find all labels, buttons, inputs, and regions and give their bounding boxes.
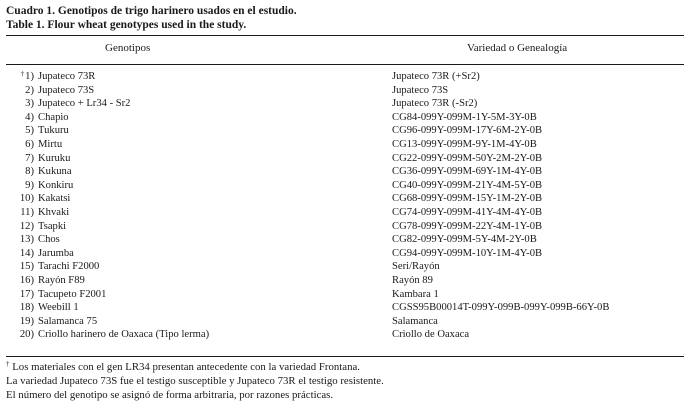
genotype-number	[6, 192, 34, 206]
dagger-mark: †	[6, 360, 10, 368]
genotype-name: Tsapki	[38, 220, 67, 232]
genotype-number	[6, 260, 34, 274]
genotype-name: Mirtu	[38, 138, 63, 150]
table-row	[6, 315, 684, 329]
genotype-name: Weebill 1	[38, 302, 79, 314]
genotype-name: Konkiru	[38, 179, 74, 191]
table-row	[6, 192, 684, 206]
genotype-number	[6, 247, 34, 261]
genotype-number-text: 8)	[25, 166, 34, 178]
genotype-number-text: 11)	[20, 206, 34, 218]
table-row	[6, 274, 684, 288]
genotype-name: Tukuru	[38, 125, 69, 137]
genotype-number	[6, 97, 34, 111]
table-row	[6, 165, 684, 179]
footnote-dagger	[6, 360, 384, 374]
genotype-pedigree: CG40-099Y-099M-21Y-4M-5Y-0B	[392, 179, 543, 191]
genotype-pedigree: CG82-099Y-099M-5Y-4M-2Y-0B	[392, 234, 537, 246]
genotype-pedigree: CG94-099Y-099M-10Y-1M-4Y-0B	[392, 247, 543, 259]
genotype-name: Rayón F89	[38, 274, 85, 286]
genotype-number-text: 5)	[25, 125, 34, 137]
table-row	[6, 233, 684, 247]
genotype-pedigree: Seri/Rayón	[392, 261, 440, 273]
column-header-genotype: Genotipos	[105, 42, 151, 54]
genotype-pedigree: Criollo de Oaxaca	[392, 329, 470, 341]
column-header-pedigree: Variedad o Genealogía	[467, 42, 568, 54]
genotype-name: Salamanca 75	[38, 315, 98, 327]
genotype-pedigree: CGSS95B00014T-099Y-099B-099Y-099B-66Y-0B	[392, 302, 610, 314]
table-row	[6, 152, 684, 166]
footnotes	[6, 360, 384, 402]
genotype-number-text: 19)	[19, 315, 34, 327]
genotype-number	[6, 124, 34, 138]
genotype-name: Jupateco + Lr34 - Sr2	[38, 98, 131, 110]
genotype-number	[6, 301, 34, 315]
genotype-pedigree: CG84-099Y-099M-1Y-5M-3Y-0B	[392, 111, 537, 123]
genotype-pedigree: Salamanca	[392, 315, 438, 327]
table-row	[6, 84, 684, 98]
genotype-pedigree: CG74-099Y-099M-41Y-4M-4Y-0B	[392, 206, 543, 218]
genotype-pedigree: Kambara 1	[392, 288, 439, 300]
genotype-name: Chapio	[38, 111, 69, 123]
genotype-number-text: 14)	[19, 247, 34, 259]
genotype-number-text: 18)	[19, 302, 34, 314]
genotype-number-text: 16)	[19, 274, 34, 286]
table-header-rule	[6, 64, 684, 65]
genotype-pedigree: Jupateco 73R (-Sr2)	[392, 98, 478, 110]
genotype-number	[6, 70, 34, 84]
genotype-name: Tacupeto F2001	[38, 288, 107, 300]
genotype-number-text: 13)	[19, 234, 34, 246]
genotype-number-text: 3)	[25, 98, 34, 110]
genotype-name: Jupateco 73R	[38, 71, 96, 82]
table-top-rule	[6, 35, 684, 36]
genotype-number	[6, 328, 34, 342]
genotype-number	[6, 206, 34, 220]
genotype-number	[6, 315, 34, 329]
genotype-number	[6, 274, 34, 288]
genotype-number-text: 1)	[25, 71, 34, 82]
genotype-pedigree: Jupateco 73S	[392, 84, 449, 96]
genotype-name: Tarachi F2000	[38, 261, 100, 273]
genotype-pedigree: CG13-099Y-099M-9Y-1M-4Y-0B	[392, 138, 537, 150]
genotype-number-text: 15)	[19, 261, 34, 273]
genotype-pedigree: CG78-099Y-099M-22Y-4M-1Y-0B	[392, 220, 543, 232]
footnote-controls: La variedad Jupateco 73S fue el testigo susceptible y Jupateco 73R el testigo resistente.	[6, 375, 384, 387]
table-row	[6, 70, 684, 84]
table-row	[6, 247, 684, 261]
genotype-number	[6, 111, 34, 125]
genotype-number-text: 9)	[25, 179, 34, 191]
genotype-name: Kakatsi	[38, 193, 71, 205]
genotype-number-text: 12)	[19, 220, 34, 232]
genotype-pedigree: Jupateco 73R (+Sr2)	[392, 71, 480, 82]
genotype-number	[6, 220, 34, 234]
genotype-pedigree: Rayón 89	[392, 274, 433, 286]
genotype-number	[6, 165, 34, 179]
genotype-name: Jupateco 73S	[38, 84, 95, 96]
table-row	[6, 124, 684, 138]
genotype-name: Khvaki	[38, 206, 70, 218]
genotype-name: Kuruku	[38, 152, 71, 164]
genotype-number-text: 2)	[25, 84, 34, 96]
table-row	[6, 138, 684, 152]
table-row	[6, 220, 684, 234]
genotype-pedigree: CG22-099Y-099M-50Y-2M-2Y-0B	[392, 152, 543, 164]
genotype-pedigree: CG68-099Y-099M-15Y-1M-2Y-0B	[392, 193, 543, 205]
genotype-number	[6, 152, 34, 166]
genotype-pedigree: CG36-099Y-099M-69Y-1M-4Y-0B	[392, 166, 543, 178]
genotype-number-text: 10)	[19, 193, 34, 205]
table-row	[6, 111, 684, 125]
table-row	[6, 288, 684, 302]
genotype-number	[6, 138, 34, 152]
footnote-dagger-text: Los materiales con el gen LR34 presentan antecedente con la variedad Frontana.	[9, 361, 360, 373]
genotype-name: Criollo harinero de Oaxaca (Tipo lerma)	[38, 329, 210, 341]
genotype-number-text: 7)	[25, 152, 34, 164]
table-row	[6, 179, 684, 193]
table-row	[6, 260, 684, 274]
genotype-name: Kukuna	[38, 166, 72, 178]
genotype-pedigree: CG96-099Y-099M-17Y-6M-2Y-0B	[392, 125, 543, 137]
genotype-number-text: 4)	[25, 111, 34, 123]
caption-english: Table 1. Flour wheat genotypes used in the study.	[6, 19, 247, 31]
table-row	[6, 301, 684, 315]
caption-spanish: Cuadro 1. Genotipos de trigo harinero usados en el estudio.	[6, 5, 297, 17]
footnote-numbering: El número del genotipo se asignó de forma arbitraria, por razones prácticas.	[6, 389, 334, 401]
genotype-number	[6, 84, 34, 98]
table-row	[6, 206, 684, 220]
genotype-name: Chos	[38, 234, 60, 246]
genotype-number	[6, 233, 34, 247]
genotype-number-text: 20)	[19, 329, 34, 341]
genotype-number-text: 6)	[25, 138, 34, 150]
genotype-number	[6, 288, 34, 302]
genotype-number	[6, 179, 34, 193]
table-row	[6, 97, 684, 111]
table-body	[6, 70, 684, 342]
table-bottom-rule	[6, 356, 684, 357]
dagger-mark: †	[20, 70, 25, 78]
table-row	[6, 328, 684, 342]
genotype-name: Jarumba	[38, 247, 74, 259]
genotype-number-text: 17)	[19, 288, 34, 300]
table-caption	[6, 4, 297, 32]
